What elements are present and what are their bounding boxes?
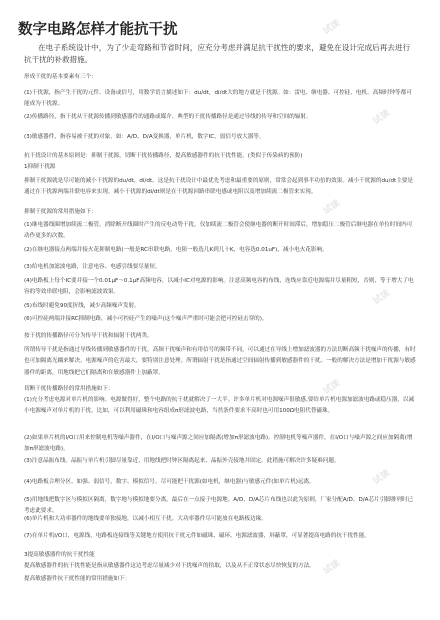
paragraph: 切断干扰传播路径的常用措施如下： <box>24 386 114 392</box>
paragraph: 抗干扰设计的基本原则是：抑制干扰源，切断干扰传播路径，提高敏感器件的抗干扰性能。(类似于传染病的预防) <box>24 153 303 159</box>
paragraph: (3)给电机加滤波电路，注意电容、电感引线要尽量短。 <box>24 264 161 270</box>
watermark-text: 试读 <box>321 198 343 217</box>
paragraph: (7)在单片机I/O口，电源线，电路板连接线等关键地方使用抗干扰元件如磁珠、磁环、电源滤波器，屏蔽罩，可显著提高电路的抗干扰性能。 <box>24 533 370 539</box>
paragraph: (3)敏感器件，指容易被干扰的对象。如：A/D、D/A变换器，单片机，数字IC，弱信号放大器等。 <box>24 134 265 140</box>
paragraph: (1)继电器线圈增加续流二极管，消除断开线圈时产生的反电动势干扰。仅加续流二极管会使继电器的断开时间滞后，增加稳压二极管后继电器在单位时间内可动作更多的次数。 <box>24 222 413 240</box>
paragraph: 所谓传导干扰是指通过导线传播到敏感器件的干扰。高频干扰噪声和有用信号的频带不同，可以通过在导线上增加滤波器的方法切断高频干扰噪声的传播，有时也可加隔离光耦来解决。电源噪声的危害最大，要特别注意处理。所谓辐射干扰是指通过空间辐射传播到敏感器件的干扰。一般的解决方法是增加干扰源与敏感器件的距离，用地线把它们隔离和在敏感器件上加蔽罩。 <box>24 347 416 376</box>
paragraph: (4)电路板合理分区，如强、弱信号，数字、模拟信号。尽可能把干扰源(如电机，继电器)与敏感元件(如单片机)远离。 <box>24 479 315 485</box>
paragraph: (2)传播路径，指干扰从干扰源传播到敏感器件的通路或媒介。典型的干扰传播路径是通过导线的传导和空间的辐射。 <box>24 114 312 120</box>
watermark-text: 试读 <box>371 468 393 487</box>
paragraph: (2)如果单片机的I/O口用来控制电机等噪声器件，在I/O口与噪声源之间应加隔离(增加π形滤波电路)。控制电机等噪声器件，在I/O口与噪声源之间应加隔离(增加π形滤波电路)。 <box>24 435 413 453</box>
watermark-text: 试读 <box>321 18 343 37</box>
paragraph: 1抑制干扰源 <box>24 164 56 170</box>
paragraph: (6)可控硅两端并接RC抑制电路，减小可控硅产生的噪声(这个噪声严重时可能会把可控硅击穿的)。 <box>24 316 268 322</box>
paragraph: (4)电路板上每个IC要并接一个0.01μF～0.1μF高频电容，以减小IC对电源的影响。注意高频电容的布线，连线应靠近电源端并尽量粗短，否则，等于增大了电容的等效串联电阻，会影响滤波效果。 <box>24 278 414 296</box>
paragraph: 提高敏感器件抗干扰性能的常用措施如下： <box>24 576 131 582</box>
paragraph: 抑制干扰源的常用措施如下： <box>24 209 97 215</box>
paragraph: 抑制干扰源就是尽可能的减小干扰源的du/dt，di/dt。这是抗干扰设计中最优先考虑和最重要的原则，常常会起到事半功倍的效果。减小干扰源的du/dt主要是通过在干扰源两端并联电容来实现。减小干扰源的di/dt则是在干扰源回路串联电感或电阻以及增加续流二极管来实现。 <box>24 178 413 196</box>
page-title: 数字电路怎样才能抗干扰 <box>18 22 178 38</box>
watermark-text: 试读 <box>321 558 343 577</box>
paragraph: 在电子系统设计中，为了少走弯路和节省时间，应充分考虑并满足抗干扰性的要求，避免在设计完成后再去进行抗干扰的补救措施。 <box>24 43 411 64</box>
paragraph: 3提高敏感器件的抗干扰性能 <box>24 552 95 558</box>
watermark-text: 试读 <box>371 108 393 127</box>
paragraph: (2)在继电器接点两端并接火花抑制电路(一般是RC串联电路，电阻一般选几K到几十K，电容选0.01uF)，减小电火花影响。 <box>24 247 328 253</box>
watermark-text: 试读 <box>321 378 343 397</box>
paragraph: (5)用地线把数字区与模拟区隔离，数字地与模拟地要分离，最后在一点接于电源地。A/D、D/A芯片布线也以此为原则，厂家分配A/D、D/A芯片引脚排列时已考虑此要求。 <box>24 497 414 515</box>
watermark-text: 试读 <box>371 288 393 307</box>
paragraph: 形成干扰的基本要素有三个： <box>24 74 97 80</box>
paragraph: (3)注意晶振布线。晶振与单片机引脚尽量靠近，用地线把时钟区隔离起来，晶振外壳接地并固定。此措施可解决许多疑难问题。 <box>24 458 340 464</box>
paragraph: (1)充分考虑电源对单片机的影响。电源做得好，整个电路的抗干扰就解决了一大半。许多单片机对电源噪声很敏感,要给单片机电源加滤波电路或稳压器，以减小电源噪声对单片机的干扰。比如，可以利用磁珠和电容组成π形滤波电路，当然条件要求不高时也可用100Ω电阻代替磁珠。 <box>24 397 415 415</box>
paragraph: (5)布线时避免90度折线，减少高频噪声发射。 <box>24 303 140 309</box>
paragraph: (6)单片机和大功率器件的地线要单独接地，以减小相互干扰。大功率器件尽可能放在电路板边缘。 <box>24 516 267 522</box>
paragraph: 提高敏感器件的抗干扰性能是指从敏感器件这边考虑尽量减少对干扰噪声的拾取，以及从不正常状态尽快恢复的方法。 <box>24 563 315 569</box>
paragraph: 按干扰的传播路径可分为传导干扰和辐射干扰两类。 <box>24 333 153 339</box>
paragraph: (1)干扰源，指产生干扰的元件、设备或信号，用数学语言描述如下：du/dt，di/dt大的地方就是干扰源。如：雷电、继电器、可控硅、电机、高频时钟等都可能成为干扰源。 <box>24 90 412 108</box>
